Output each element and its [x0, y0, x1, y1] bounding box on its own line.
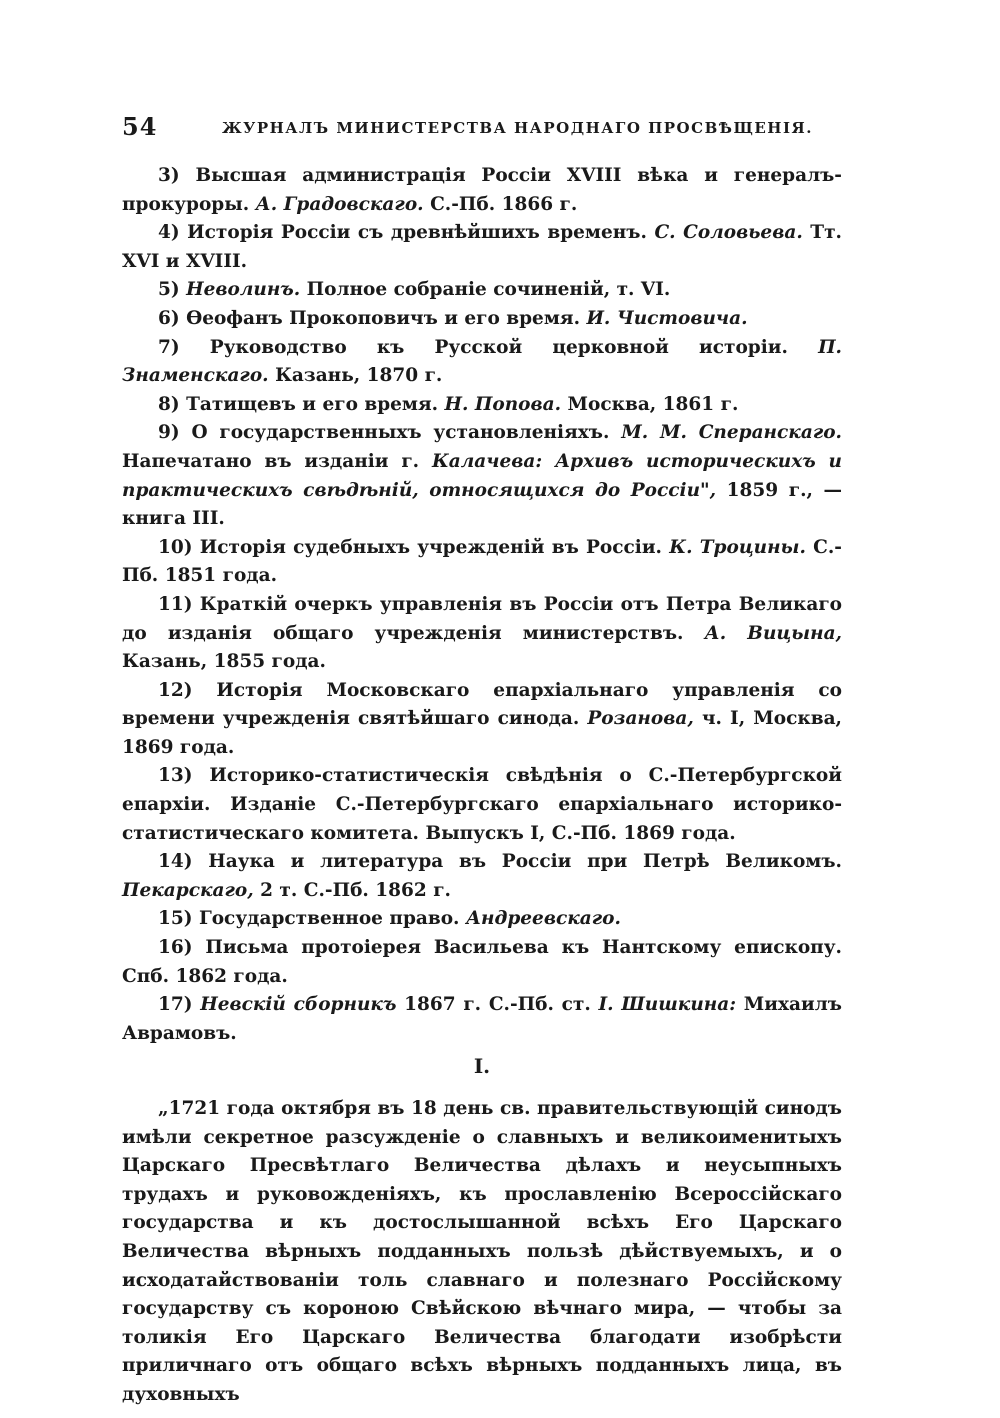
- bib-text: Татищевъ и его время.: [179, 393, 445, 415]
- bib-author: Розанова,: [587, 708, 694, 730]
- bib-text: Государственное право.: [192, 908, 466, 930]
- bib-text: Руководство къ Русской церковной исторіи.: [179, 336, 819, 358]
- bib-number: 11): [158, 593, 193, 615]
- bib-text: ч. I, Москва, 1869 года.: [122, 708, 842, 758]
- bib-text: Москва, 1861 г.: [561, 393, 739, 415]
- bib-text: Тт. XVI и XVIII.: [122, 222, 842, 272]
- bib-text: Письма протоіерея Васильева къ Нантскому епископу. Спб. 1862 года.: [122, 937, 842, 987]
- bib-text: Ѳеофанъ Прокоповичъ и его время.: [179, 307, 587, 329]
- bib-number: 16): [158, 937, 193, 959]
- bib-number: 14): [158, 851, 193, 873]
- bib-number: 17): [158, 994, 193, 1016]
- bib-text: 2 т. С.-Пб. 1862 г.: [253, 879, 451, 901]
- bib-text: Высшая администрація Россіи XVIII вѣка и генералъ-прокуроры.: [122, 165, 842, 215]
- bib-text: Исторія Россіи съ древнѣйшихъ временъ.: [179, 222, 655, 244]
- bib-author: Калачева: Архивъ историческихъ и практическихъ свѣдѣній, относящихся до Россіи",: [122, 450, 843, 501]
- bibliography-item: [122, 391, 842, 420]
- bibliography-item: [122, 419, 842, 533]
- bib-author: А. Вицына,: [704, 622, 842, 644]
- bib-number: 10): [158, 536, 193, 558]
- bib-author: П. Знаменскаго.: [122, 336, 842, 387]
- bib-author: Пекарскаго,: [122, 879, 254, 901]
- bib-number: 4): [158, 222, 180, 244]
- bib-number: 12): [158, 679, 193, 701]
- bibliography-item: [122, 162, 842, 219]
- bib-text: 1859 г., — книга III.: [122, 479, 843, 530]
- bib-number: 5): [158, 279, 180, 301]
- section-numeral: I.: [473, 1054, 491, 1079]
- bib-author: Н. Попова.: [444, 393, 562, 415]
- bib-text: Исторія Московскаго епархіальнаго управленія со времени учрежденія святѣйшаго синода.: [122, 679, 842, 730]
- bib-author: Невскій сборникъ: [200, 994, 397, 1016]
- bib-author: Неволинъ.: [186, 279, 301, 301]
- page-header: [122, 112, 842, 152]
- bib-text: Казань, 1870 г.: [268, 365, 443, 387]
- bib-text: Краткій очеркъ управленія въ Россіи отъ Петра Великаго до изданія общаго учрежденія министерствъ.: [122, 593, 842, 644]
- bib-text: Исторія судебныхъ учрежденій въ Россіи.: [192, 536, 670, 558]
- bib-number: 6): [158, 307, 180, 329]
- bib-text: 1867 г. С.-Пб. ст.: [396, 994, 599, 1016]
- bib-author: А. Градовскаго.: [255, 193, 424, 215]
- bib-author: М. М. Сперанскаго.: [621, 422, 842, 444]
- bibliography-item: [122, 905, 842, 934]
- bib-text: С.-Пб. 1866 г.: [423, 193, 578, 215]
- section-paragraph: „1721 года октября въ 18 день св. правительствующій синодъ имѣли секретное разсужденіе о славныхъ и великоименитыхъ Царскаго Пресвѣтлаго Величества дѣлахъ и неусыпныхъ трудахъ и руковожденіяхъ, къ прославленію Всероссійскаго государства и къ достослышанной всѣхъ Его Царскаго Величества вѣрныхъ подданныхъ пользѣ дѣйствуемыхъ, и о исходатайствованіи толь славнаго и полезнаго Россійскому государству съ короною Свѣйскою вѣчнаго мира, — чтобы за толикія Его Царскаго Величества благодати изобрѣсти приличнаго отъ общаго всѣхъ вѣрныхъ подданныхъ лица, въ духовныхъ: [122, 1098, 842, 1405]
- bib-number: 13): [158, 765, 193, 787]
- bibliography-item: [122, 534, 842, 591]
- bib-number: 8): [158, 393, 180, 415]
- bibliography-item: [122, 276, 842, 305]
- bib-text: Наука и литература въ Россіи при Петрѣ Великомъ.: [192, 851, 842, 873]
- bibliography-item: [122, 591, 842, 677]
- bib-author: С. Соловьева.: [654, 222, 803, 244]
- bib-text: Напечатано въ изданіи г.: [122, 450, 432, 472]
- bib-number: 15): [158, 908, 193, 930]
- bibliography-item: [122, 934, 842, 991]
- bibliography-item: [122, 991, 842, 1048]
- running-head: ЖУРНАЛЪ МИНИСТЕРСТВА НАРОДНАГО ПРОСВѢЩЕНІЯ.: [222, 119, 813, 137]
- bib-text: Историко-статистическія свѣдѣнія о С.-Петербургской епархіи. Изданіе С.-Петербургскаго епархіальнаго историко-статистическаго комитета. Выпускъ I, С.-Пб. 1869 года.: [122, 765, 842, 844]
- bibliography-list: [122, 162, 842, 1048]
- page-body: [122, 162, 842, 1410]
- bibliography-item: [122, 334, 842, 391]
- bibliography-item: [122, 219, 842, 276]
- bib-text: Казань, 1855 года.: [122, 651, 326, 673]
- bib-number: 9): [158, 422, 180, 444]
- bib-author: I. Шишкина:: [598, 994, 737, 1016]
- bib-text: Михаилъ Аврамовъ.: [122, 994, 842, 1044]
- bib-text: Полное собраніе сочиненій, т. VI.: [300, 279, 671, 301]
- bibliography-item: [122, 305, 842, 334]
- bib-author: Андреевскаго.: [465, 908, 621, 930]
- bibliography-item: [122, 762, 842, 848]
- bib-author: И. Чистовича.: [586, 307, 748, 329]
- page-number: 54: [122, 112, 158, 141]
- bib-text: О государственныхъ установленіяхъ.: [179, 422, 622, 444]
- bib-text: С.-Пб. 1851 года.: [122, 536, 842, 587]
- bibliography-item: [122, 677, 842, 763]
- bib-number: 3): [158, 165, 180, 186]
- bib-number: 7): [158, 336, 180, 358]
- bib-author: К. Троцины.: [669, 536, 806, 558]
- bibliography-item: [122, 848, 842, 905]
